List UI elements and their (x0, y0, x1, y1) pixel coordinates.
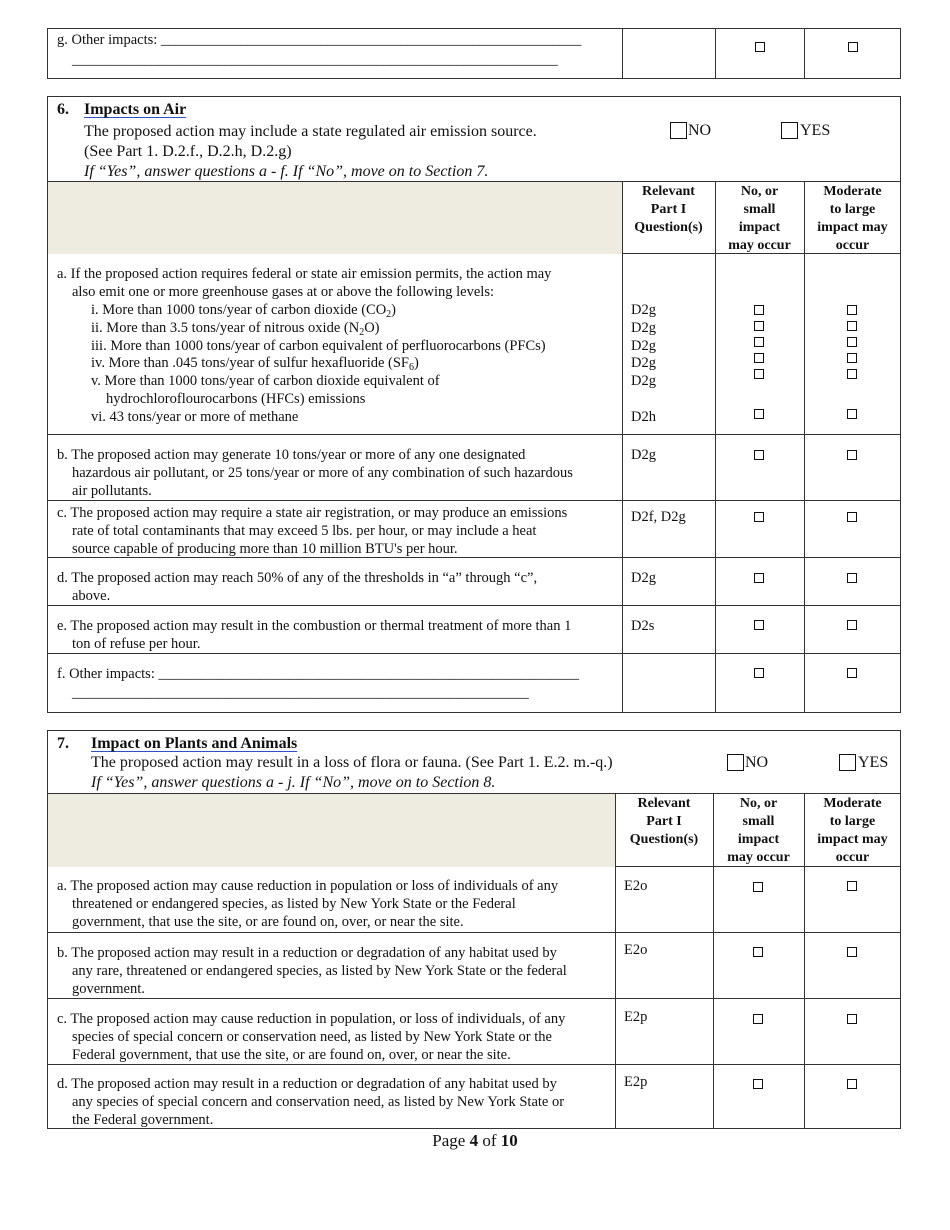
section-6-no-checkbox[interactable] (670, 122, 687, 139)
row-a-item-iv: iv. More than .045 tons/year of sulfur hexafluoride $(SF_6)$ (91, 355, 419, 373)
s7-row-a-moderate-checkbox[interactable] (847, 881, 857, 891)
s7-row-d-line1: d. The proposed action may result in a reduction or degradation of any habitat used by (57, 1076, 557, 1092)
s7-row-c-moderate-checkbox[interactable] (847, 1014, 857, 1024)
section-7-row-c (48, 998, 900, 1064)
row-c-line2: rate of total contaminants that may exceed 5 lbs. per hour, or may include a heat (72, 523, 537, 539)
section-6-statement: The proposed action may include a state regulated air emission source. (84, 123, 537, 140)
row-f-line1: __________________________________________________________ (158, 666, 579, 682)
row-b-line2: hazardous air pollutant, or 25 tons/year or more of any combination of such hazardous (72, 465, 573, 481)
row-a-iii-moderate-checkbox[interactable] (847, 337, 857, 347)
s7-row-b-moderate-checkbox[interactable] (847, 947, 857, 957)
row-c-code: D2f, D2g (631, 509, 686, 525)
s7-row-b-line3: government. (72, 981, 145, 997)
row-c-moderate-checkbox[interactable] (847, 512, 857, 522)
section-6-header-no-small: No, or small impact may occur (728, 184, 791, 253)
row-a-vi-small-checkbox[interactable] (754, 409, 764, 419)
s7-row-a-line1: a. The proposed action may cause reduction in population or loss of individuals of any (57, 878, 559, 894)
row-f-moderate-checkbox[interactable] (847, 668, 857, 678)
row-g-small-checkbox[interactable] (755, 42, 765, 52)
row-a-item-vi: vi. 43 tons/year or more of methane (91, 409, 299, 425)
row-a-item-v-line2: hydrochloroflourocarbons (HFCs) emissions (106, 391, 366, 407)
section-6-header-row (48, 181, 900, 254)
s7-row-c-code: E2p (624, 1009, 648, 1025)
row-e-moderate-checkbox[interactable] (847, 620, 857, 630)
row-a-iii-small-checkbox[interactable] (754, 337, 764, 347)
row-a-item-iii: iii. More than 1000 tons/year of carbon equivalent of perfluorocarbons (PFCs) (91, 338, 546, 354)
row-a-code-iii: D2g (631, 338, 656, 354)
row-a-ii-small-checkbox[interactable] (754, 321, 764, 331)
row-a-line1: a. If the proposed action requires federal or state air emission permits, the action may (57, 266, 552, 282)
section-6-yes-label: YES (800, 122, 831, 139)
section-7-no-label: NO (745, 754, 769, 771)
s7-row-c-line1: c. The proposed action may cause reduction in population, or loss of individuals, of any (57, 1011, 566, 1027)
section-6-title: Impacts on Air (84, 101, 187, 118)
row-b-code: D2g (631, 447, 656, 463)
s7-row-a-line2: threatened or endangered species, as listed by New York State or the Federal (72, 896, 516, 912)
s7-row-d-line3: the Federal government. (72, 1112, 214, 1128)
section-7-header-relevant: Relevant Part I Question(s) (629, 796, 699, 847)
row-d-code: D2g (631, 570, 656, 586)
s7-row-c-small-checkbox[interactable] (753, 1014, 763, 1024)
row-a-i-small-checkbox[interactable] (754, 305, 764, 315)
row-a-ii-moderate-checkbox[interactable] (847, 321, 857, 331)
row-f-small-checkbox[interactable] (754, 668, 764, 678)
s7-row-a-small-checkbox[interactable] (753, 882, 763, 892)
s7-row-b-line2: any rare, threatened or endangered species, as listed by New York State or the federal (72, 963, 567, 979)
s7-row-c-line2: species of special concern or conservation need, as listed by New York State or the (72, 1029, 552, 1045)
row-g-label: g. Other impacts: (57, 32, 158, 48)
row-g-moderate-checkbox[interactable] (848, 42, 858, 52)
s7-row-b-code: E2o (624, 942, 648, 958)
s7-row-d-code: E2p (624, 1074, 648, 1090)
row-c-line3: source capable of producing more than 10 million BTU's per hour. (72, 541, 458, 557)
row-a-line2: also emit one or more greenhouse gases at or above the following levels: (72, 284, 494, 300)
footer-page-word: Page (432, 1131, 466, 1150)
row-b-line1: b. The proposed action may generate 10 tons/year or more of any one designated (57, 447, 526, 463)
s7-row-a-line3: government, that use the site, or are found on, over, or near the site. (72, 914, 464, 930)
row-e-small-checkbox[interactable] (754, 620, 764, 630)
row-f-line2: _______________________________________________________________ (72, 685, 529, 701)
row-a-code-iv: D2g (631, 355, 656, 371)
row-b-line3: air pollutants. (72, 483, 152, 499)
section-6-reference: (See Part 1. D.2.f., D.2.h, D.2.g) (84, 143, 292, 160)
row-d-line1: d. The proposed action may reach 50% of any of the thresholds in “a” through “c”, (57, 570, 538, 586)
row-a-iv-moderate-checkbox[interactable] (847, 353, 857, 363)
section-6-row-f (48, 653, 900, 713)
section-6-row-a (48, 254, 900, 434)
footer-current-page: 4 (469, 1131, 479, 1150)
row-c-small-checkbox[interactable] (754, 512, 764, 522)
section-7-row-d (48, 1064, 900, 1129)
row-a-code-vi: D2h (631, 409, 656, 425)
row-e-line2: ton of refuse per hour. (72, 636, 201, 652)
section-7-header-no-small: No, or small impact may occur (727, 796, 790, 865)
section-7-row-a (48, 867, 900, 932)
section-7-yes-label: YES (858, 754, 889, 771)
section-6-row-d (48, 557, 900, 605)
section-6-no-label: NO (688, 122, 712, 139)
s7-row-a-code: E2o (624, 878, 648, 894)
row-a-code-i: D2g (631, 302, 656, 318)
row-a-item-v: v. More than 1000 tons/year of carbon dioxide equivalent of (91, 373, 440, 389)
row-a-v-small-checkbox[interactable] (754, 369, 764, 379)
row-a-code-ii: D2g (631, 320, 656, 336)
row-a-code-v: D2g (631, 373, 656, 389)
section-7-instruction: If “Yes”, answer questions a - j. If “No”, move on to Section 8. (91, 774, 496, 791)
section-6-row-c (48, 500, 900, 557)
section-7-number: 7. (57, 735, 69, 752)
row-a-iv-small-checkbox[interactable] (754, 353, 764, 363)
row-b-small-checkbox[interactable] (754, 450, 764, 460)
other-impacts-row-g (47, 28, 901, 79)
row-d-line2: above. (72, 588, 111, 604)
row-e-line1: e. The proposed action may result in the combustion or thermal treatment of more than 1 (57, 618, 572, 634)
row-f-label: f. Other impacts: (57, 666, 155, 682)
row-a-i-moderate-checkbox[interactable] (847, 305, 857, 315)
row-a-item-i: i. More than 1000 tons/year of carbon dioxide $(CO_2)$ (91, 302, 397, 320)
s7-row-b-small-checkbox[interactable] (753, 947, 763, 957)
s7-row-d-moderate-checkbox[interactable] (847, 1079, 857, 1089)
page-footer (0, 1131, 950, 1151)
section-7-row-b (48, 932, 900, 998)
section-6-number: 6. (57, 101, 69, 118)
row-d-small-checkbox[interactable] (754, 573, 764, 583)
row-e-code: D2s (631, 618, 655, 634)
section-7-statement: The proposed action may result in a loss of flora or fauna. (See Part 1. E.2. m.-q.) (91, 754, 613, 771)
footer-total-pages: 10 (500, 1131, 518, 1150)
section-6-instruction: If “Yes”, answer questions a - f. If “No”, move on to Section 7. (84, 163, 489, 180)
s7-row-b-line1: b. The proposed action may result in a reduction or degradation of any habitat used by (57, 945, 557, 961)
row-c-line1: c. The proposed action may require a state air registration, or may produce an emissions (57, 505, 568, 521)
section-7-title: Impact on Plants and Animals (91, 735, 298, 752)
section-6-header-moderate-large: Moderate to large impact may occur (817, 184, 888, 253)
s7-row-d-line2: any species of special concern and conservation need, as listed by New York State or (72, 1094, 565, 1110)
section-7-header-moderate-large: Moderate to large impact may occur (817, 796, 888, 865)
section-7-header-row (48, 793, 900, 867)
section-6-impacts-on-air (47, 96, 901, 713)
row-d-moderate-checkbox[interactable] (847, 573, 857, 583)
row-a-vi-moderate-checkbox[interactable] (847, 409, 857, 419)
footer-of-word: of (482, 1131, 497, 1150)
row-g-line2: ___________________________________________________________________ (72, 52, 558, 68)
row-a-item-ii: ii. More than 3.5 tons/year of nitrous oxide $(N_2O)$ (91, 320, 380, 338)
s7-row-c-line3: Federal government, that use the site, or are found on, over, or near the site. (72, 1047, 511, 1063)
section-7-yes-checkbox[interactable] (839, 754, 856, 771)
row-a-v-moderate-checkbox[interactable] (847, 369, 857, 379)
section-6-header-relevant: Relevant Part I Question(s) (634, 184, 703, 235)
row-g-line1: __________________________________________________________ (160, 32, 582, 48)
section-6-yes-checkbox[interactable] (781, 122, 798, 139)
row-b-moderate-checkbox[interactable] (847, 450, 857, 460)
s7-row-d-small-checkbox[interactable] (753, 1079, 763, 1089)
section-6-row-b (48, 434, 900, 500)
section-6-row-e (48, 605, 900, 653)
section-7-no-checkbox[interactable] (727, 754, 744, 771)
section-7-impact-on-plants-animals (47, 730, 901, 1129)
